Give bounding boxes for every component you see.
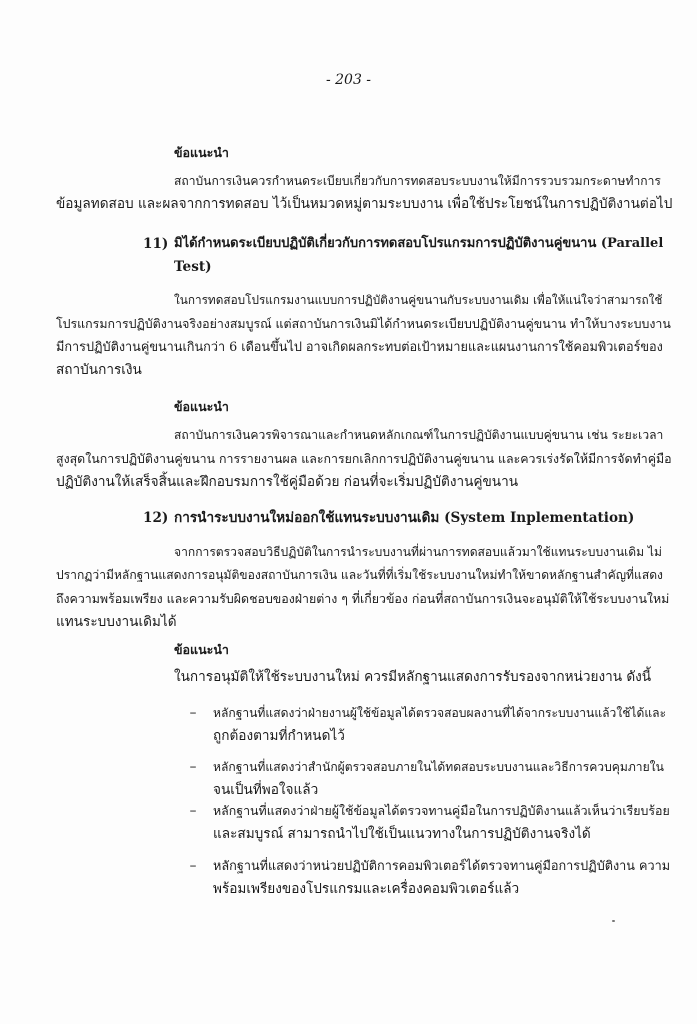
bullet-line: และสมบูรณ์ สามารถนำไปใช้เป็นแนวทางในการปฏิบัติงานจริงได้: [213, 826, 591, 842]
paragraph-line: มีการปฏิบัติงานคู่ขนานเกินกว่า 6 เดือนขึ้นไป อาจเกิดผลกระทบต่อเป้าหมายและแผนงานการใช้คอมพิวเตอร์ของ: [56, 339, 663, 354]
paragraph-line: สถาบันการเงินควรพิจารณาและกำหนดหลักเกณฑ์ในการปฏิบัติงานแบบคู่ขนาน เช่น ระยะเวลา: [174, 428, 664, 442]
item-number: 12): [143, 510, 169, 526]
bullet-line: พร้อมเพรียงของโปรแกรมและเครื่องคอมพิวเตอร์แล้ว: [213, 881, 520, 897]
bullet-line: หลักฐานที่แสดงว่าสำนักผู้ตรวจสอบภายในได้ทดสอบระบบงานและวิธีการควบคุมภายใน: [213, 760, 664, 774]
page-number: - 203 -: [325, 72, 372, 88]
bullet-line: ถูกต้องตามที่กำหนดไว้: [213, 728, 345, 744]
bullet-line: หลักฐานที่แสดงว่าฝ่ายงานผู้ใช้ข้อมูลได้ตรวจสอบผลงานที่ได้จากระบบงานแล้วใช้ได้และ: [213, 706, 667, 720]
item-number: 11): [143, 236, 169, 252]
paragraph-line: ในการอนุมัติให้ใช้ระบบงานใหม่ ควรมีหลักฐานแสดงการรับรองจากหน่วยงาน ดังนี้: [174, 669, 652, 685]
bullet-dash: –: [189, 803, 197, 819]
note-label: ข้อแนะนำ: [174, 642, 229, 657]
paragraph-line: สถาบันการเงินควรกำหนดระเบียบเกี่ยวกับการทดสอบระบบงานให้มีการรวบรวมกระดาษทำการ: [174, 174, 661, 188]
paragraph-line: ปรากฏว่ามีหลักฐานแสดงการอนุมัติของสถาบันการเงิน และวันที่ที่เริ่มใช้ระบบงานใหม่ทำให้ขาดหลักฐานสำคัญที่แสดง: [56, 568, 663, 582]
paragraph-line: ถึงความพร้อมเพรียง และความรับผิดชอบของฝ่ายต่าง ๆ ที่เกี่ยวข้อง ก่อนที่สถาบันการเงินจะอนุมัติให้ใช้ระบบงานใหม่: [56, 591, 670, 606]
bullet-dash: –: [189, 705, 197, 721]
scan-speck: [612, 920, 615, 922]
item-title-cont: Test): [174, 259, 212, 275]
paragraph-line: ปฏิบัติงานให้เสร็จสิ้นและฝึกอบรมการใช้คู่มือด้วย ก่อนที่จะเริ่มปฏิบัติงานคู่ขนาน: [56, 474, 519, 490]
bullet-line: หลักฐานที่แสดงว่าหน่วยปฏิบัติการคอมพิวเตอร์ได้ตรวจทานคู่มือการปฏิบัติงาน ความ: [213, 858, 671, 873]
note-label: ข้อแนะนำ: [174, 399, 229, 414]
paragraph-line: จากการตรวจสอบวิธีปฏิบัติในการนำระบบงานที่ผ่านการทดสอบแล้วมาใช้แทนระบบงานเดิม ไม่: [174, 545, 662, 559]
paragraph-line: สถาบันการเงิน: [56, 362, 142, 378]
item-title: มิได้กำหนดระเบียบปฏิบัติเกี่ยวกับการทดสอบโปรแกรมการปฏิบัติงานคู่ขนาน (Parallel: [174, 236, 664, 251]
bullet-line: จนเป็นที่พอใจแล้ว: [213, 782, 319, 798]
paragraph-line: ข้อมูลทดสอบ และผลจากการทดสอบ ไว้เป็นหมวดหมู่ตามระบบงาน เพื่อใช้ประโยชน์ในการปฏิบัติงานต่อไป: [56, 196, 673, 212]
paragraph-line: แทนระบบงานเดิมได้: [56, 614, 177, 630]
bullet-line: หลักฐานที่แสดงว่าฝ่ายผู้ใช้ข้อมูลได้ตรวจทานคู่มือในการปฏิบัติงานแล้วเห็นว่าเรียบร้อย: [213, 803, 670, 818]
note-label: ข้อแนะนำ: [174, 145, 229, 160]
bullet-dash: –: [189, 858, 197, 874]
paragraph-line: โปรแกรมการปฏิบัติงานจริงอย่างสมบูรณ์ แต่สถาบันการเงินมิได้กำหนดระเบียบปฏิบัติงานคู่ขนาน ทำให้บางระบบงาน: [56, 316, 671, 331]
paragraph-line: ในการทดสอบโปรแกรมงานแบบการปฏิบัติงานคู่ขนานกับระบบงานเดิม เพื่อให้แน่ใจว่าสามารถใช้: [174, 293, 663, 307]
item-title: การนำระบบงานใหม่ออกใช้แทนระบบงานเดิม (System Inplementation): [174, 510, 635, 526]
bullet-dash: –: [189, 759, 197, 775]
paragraph-line: สูงสุดในการปฏิบัติงานคู่ขนาน การรายงานผล และการยกเลิกการปฏิบัติงานคู่ขนาน และควรเร่งรัดให้มีการจัดทำคู่มือ: [56, 451, 672, 466]
